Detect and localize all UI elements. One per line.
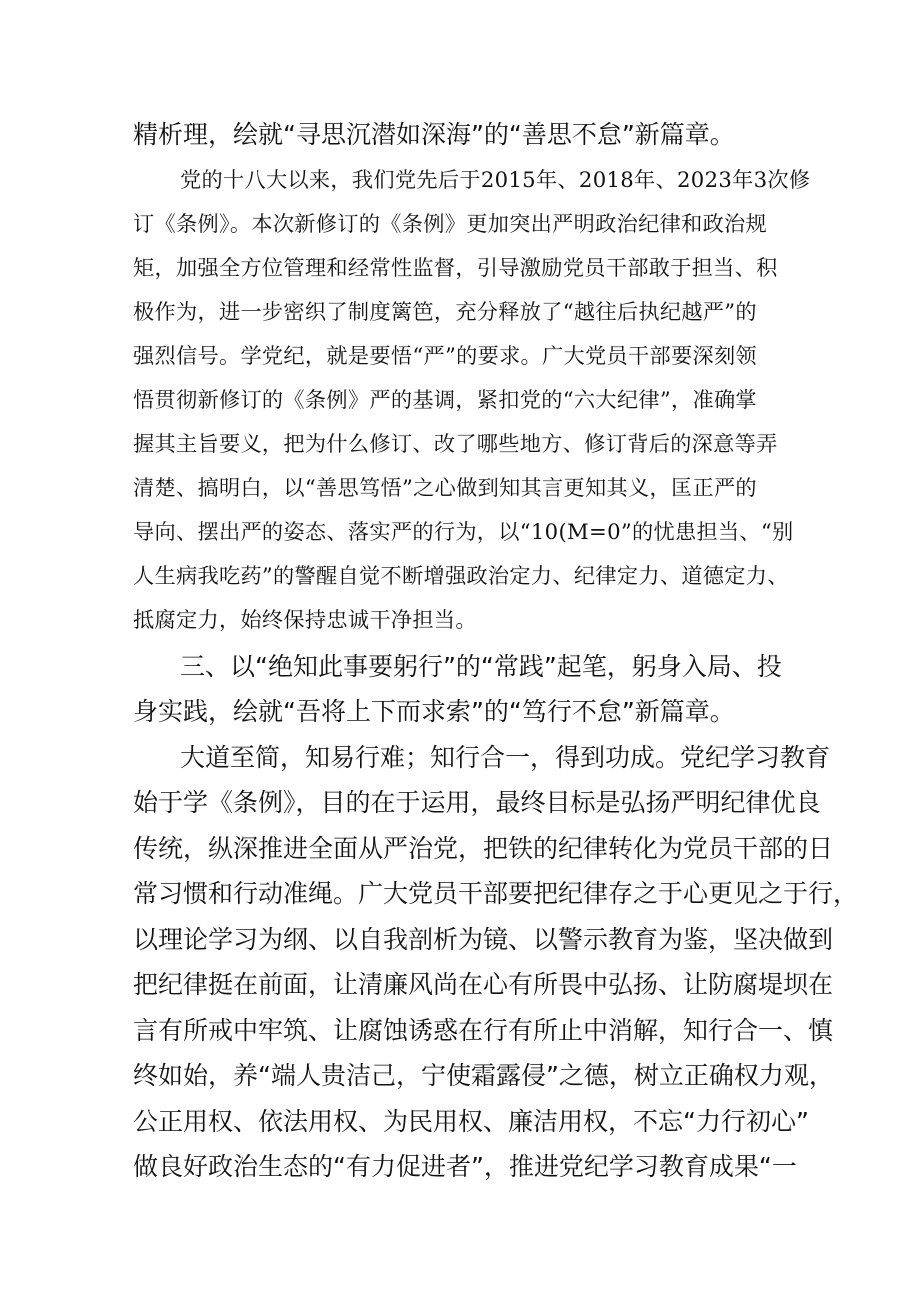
- paragraph-4-line-6: 把纪律挺在前面，让清廉风尚在心有所畏中弘扬、让防腐堤坝在: [133, 970, 834, 999]
- paragraph-2-line-3: 矩，加强全方位管理和经常性监督，引导激励党员干部敢于担当、积: [133, 255, 778, 280]
- paragraph-4-line-7: 言有所戒中牢筑、让腐蚀诱惑在行有所止中消解，知行合一、慎: [133, 1016, 834, 1045]
- paragraph-2-line-7: 握其主旨要义，把为什么修订、改了哪些地方、修订背后的深意等弄: [133, 431, 778, 456]
- paragraph-2-line-9: 导向、摆出严的姿态、落实严的行为，以“10(M=0”的忧患担当、“别: [133, 519, 794, 544]
- paragraph-2-line-8: 清楚、搞明白，以“善思笃悟”之心做到知其言更知其义，匡正严的: [133, 475, 757, 500]
- paragraph-2-line-11: 抵腐定力，始终保持忠诚干净担当。: [133, 607, 477, 632]
- paragraph-2-line-5: 强烈信号。学党纪，就是要悟“严”的要求。广大党员干部要深刻领: [133, 343, 757, 368]
- paragraph-2-line-6: 悟贯彻新修订的《条例》严的基调，紧扣党的“六大纪律”，准确掌: [133, 387, 757, 412]
- paragraph-2-line-2: 订《条例》。本次新修订的《条例》更加突出严明政治纪律和政治规: [133, 211, 768, 236]
- paragraph-4-line-5: 以理论学习为纲、以自我剖析为镜、以警示教育为鉴，坚决做到: [133, 925, 834, 954]
- paragraph-2-line-10: 人生病我吃药”的警醒自觉不断增强政治定力、纪律定力、道德定力、: [133, 563, 789, 588]
- section-heading-line-2: 身实践，绘就“吾将上下而求索”的“笃行不怠”新篇章。: [133, 697, 735, 726]
- paragraph-4-line-9: 公正用权、依法用权、为民用权、廉洁用权，不忘“力行初心”: [133, 1107, 809, 1136]
- paragraph-4-line-1: 大道至简，知易行难；知行合一，得到功成。党纪学习教育: [180, 743, 831, 772]
- paragraph-4-line-10: 做良好政治生态的“有力促进者”，推进党纪学习教育成果“一: [133, 1152, 797, 1181]
- paragraph-4-line-3: 传统，纵深推进全面从严治党，把铁的纪律转化为党员干部的日: [133, 834, 834, 863]
- paragraph-2-line-1: 党的十八大以来，我们党先后于2015年、2018年、2023年3次修: [180, 167, 811, 192]
- paragraph-1-line-1: 精析理，绘就“寻思沉潜如深海”的“善思不怠”新篇章。: [133, 120, 735, 149]
- paragraph-4-line-8: 终如始，养“端人贵洁己，宁使霜露侵”之德，树立正确权力观，: [133, 1061, 834, 1090]
- paragraph-4-line-2: 始于学《条例》，目的在于运用，最终目标是弘扬严明纪律优良: [133, 788, 821, 817]
- section-heading-line-1: 三、以“绝知此事要躬行”的“常践”起笔，躬身入局、投: [180, 652, 782, 681]
- paragraph-2-line-4: 极作为，进一步密织了制度篱笆，充分释放了“越往后执纪越严”的: [133, 299, 757, 324]
- paragraph-4-line-4: 常习惯和行动准绳。广大党员干部要把纪律存之于心更见之于行，: [133, 879, 859, 908]
